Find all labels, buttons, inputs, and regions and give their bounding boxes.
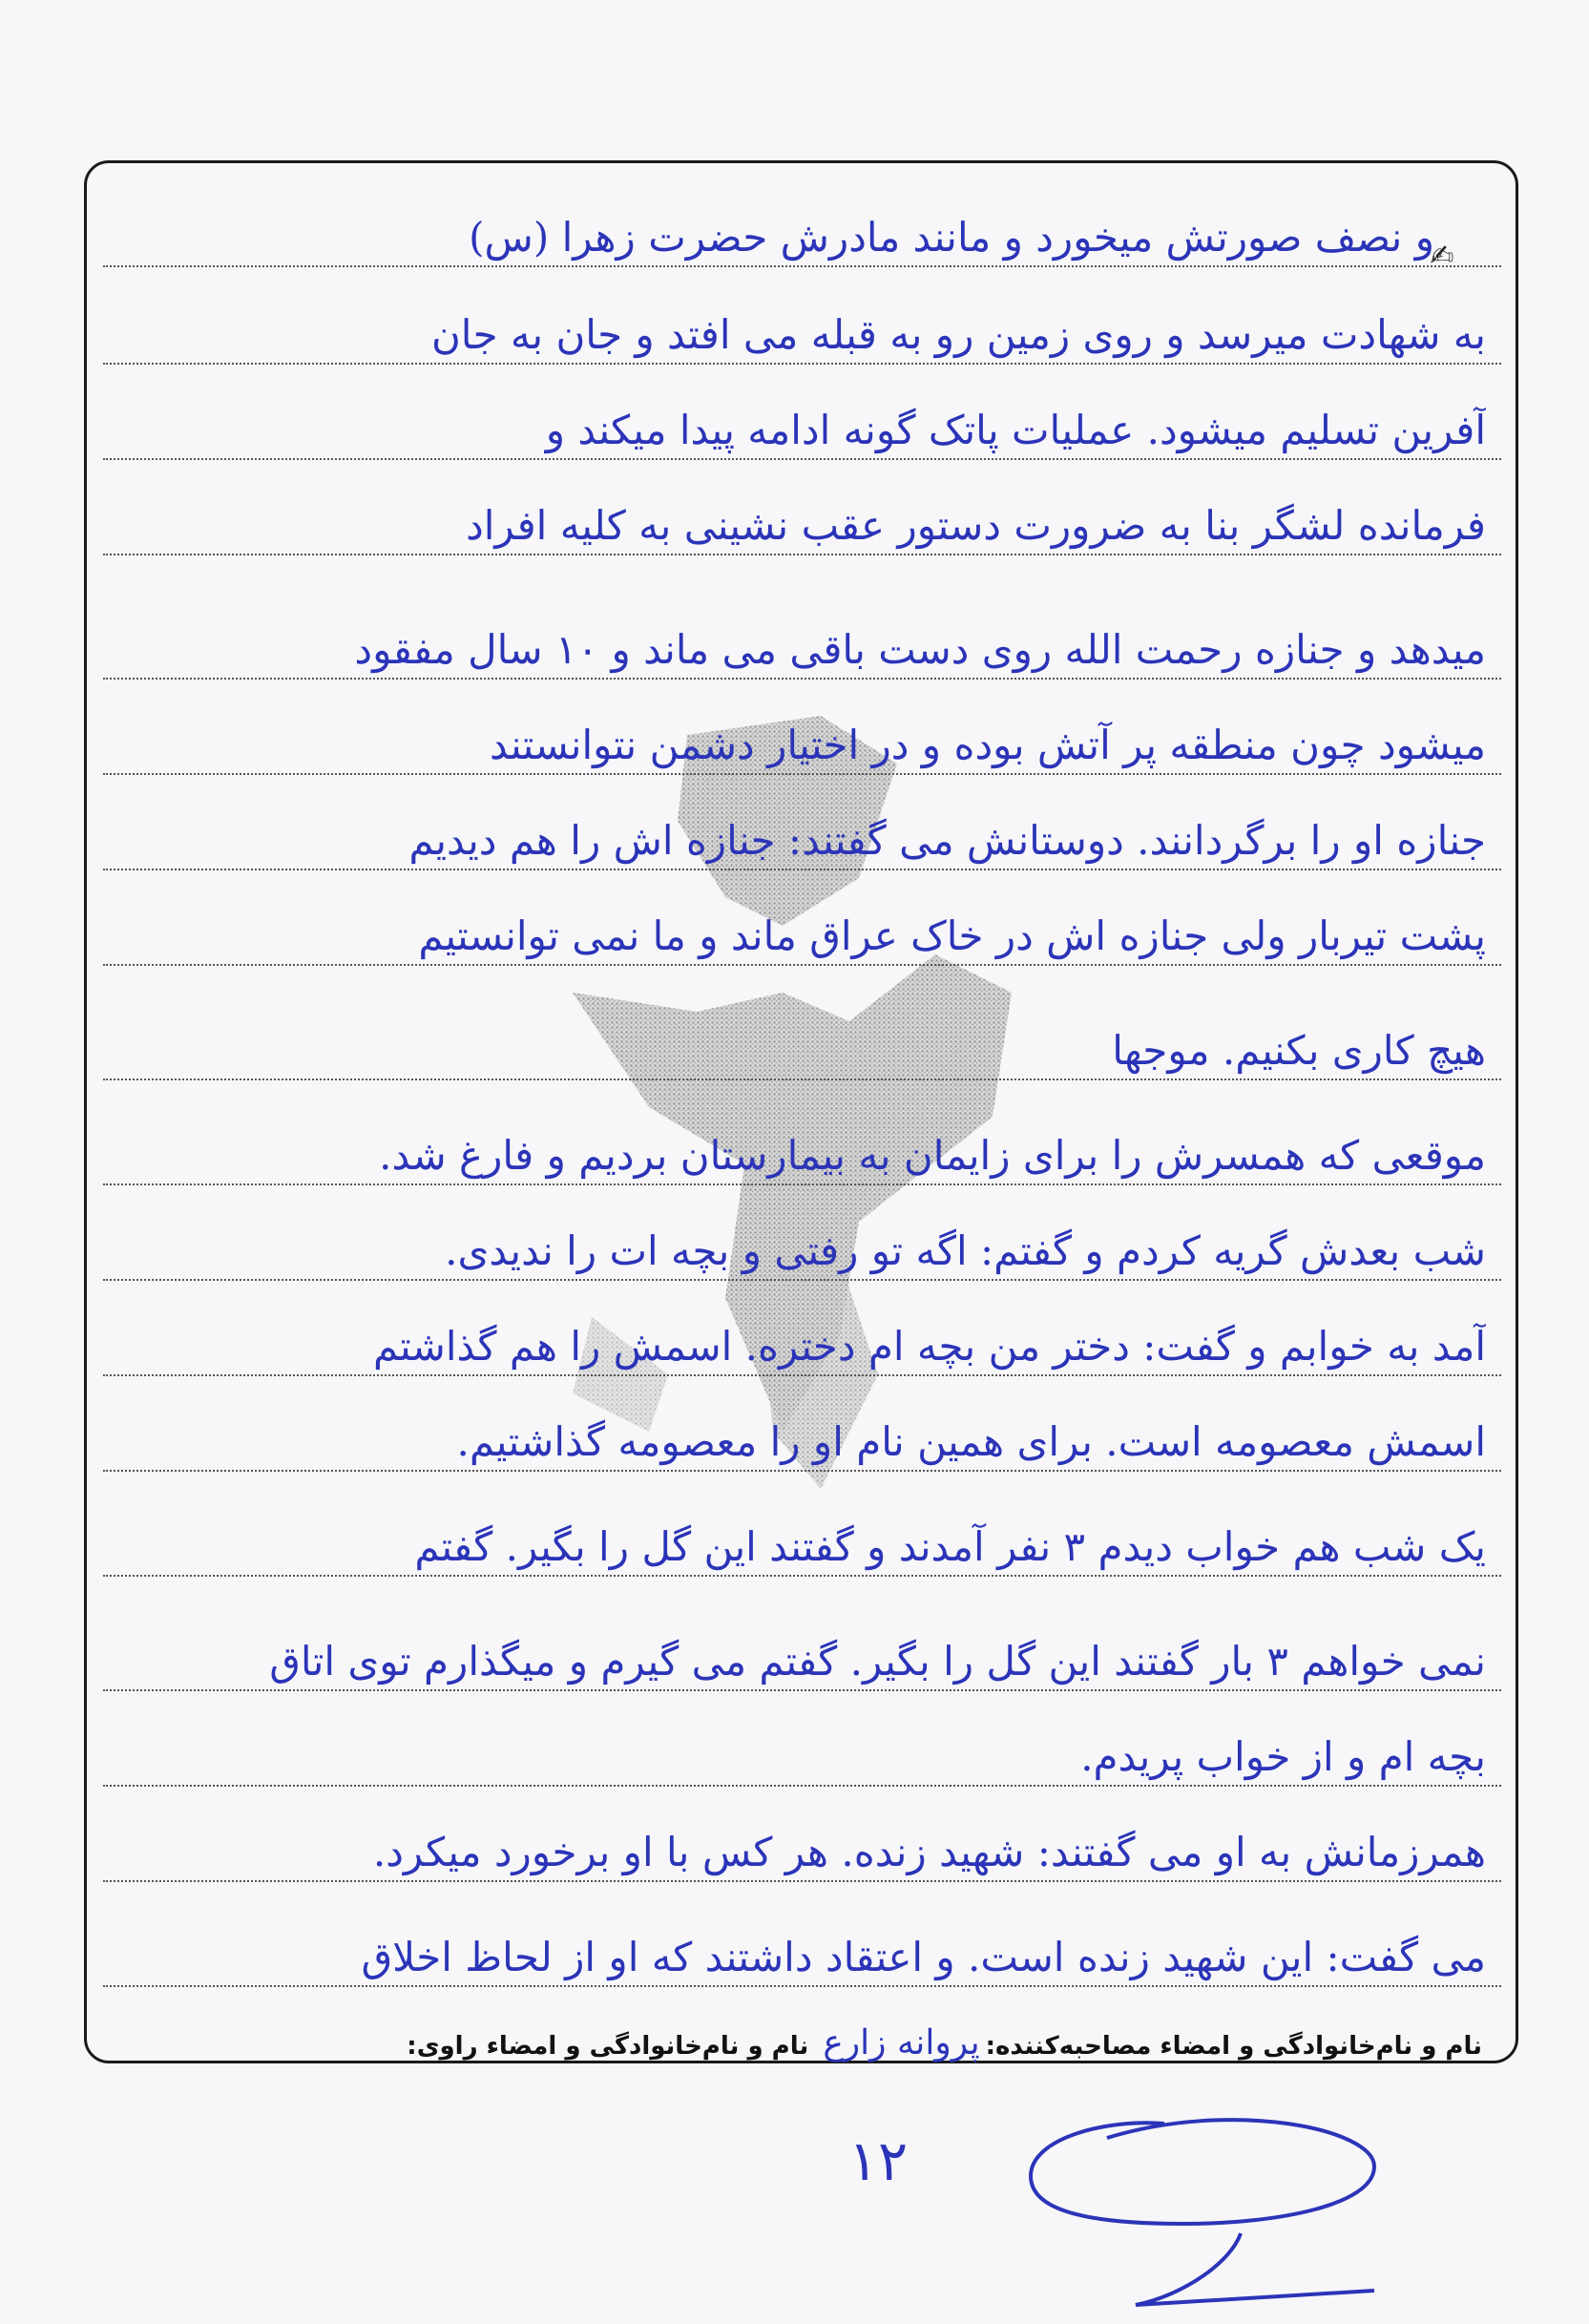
text-line-content: موقعی که همسرش را برای زایمان به بیمارستان بردیم و فارغ شد. [379, 1132, 1486, 1179]
text-line [103, 687, 1501, 775]
text-line [103, 1603, 1501, 1691]
text-line [103, 993, 1501, 1080]
text-line-content: همرزمانش به او می گفتند: شهید زنده. هر کس با او برخورد میکرد. [372, 1829, 1486, 1875]
text-line-content: می گفت: این شهید زنده است. و اعتقاد داشتند که او از لحاظ اخلاق [361, 1934, 1486, 1980]
text-line [103, 1288, 1501, 1376]
text-line [103, 1794, 1501, 1882]
text-line [103, 1699, 1501, 1787]
text-line [103, 189, 1501, 267]
signature-footer [115, 2023, 1482, 2062]
text-line [103, 1899, 1501, 1987]
text-line-content: میشود چون منطقه پر آتش بوده و در اختیار دشمن نتوانستند [489, 722, 1486, 768]
text-line-content: نمی خواهم ۳ بار گفتند این گل را بگیر. گفتم می گیرم و میگذارم توی اتاق [269, 1638, 1486, 1685]
text-line-content: جنازه او را برگردانند. دوستانش می گفتند: جنازه اش را هم دیدیم [408, 817, 1486, 864]
page-number: ۱۲ [847, 2128, 909, 2193]
interviewer-label: نام و نام‌خانوادگی و امضاء مصاحبه‌کننده: [985, 2032, 1482, 2061]
text-line [103, 468, 1501, 555]
text-line-content: بچه ام و از خواب پریدم. [1080, 1733, 1486, 1780]
pen-writing-icon: ✍ [1430, 240, 1454, 273]
text-line [103, 277, 1501, 365]
text-line [103, 783, 1501, 870]
text-line-content: میدهد و جنازه رحمت الله روی دست باقی می ماند و ۱۰ سال مفقود [354, 626, 1486, 673]
text-line-content: شب بعدش گریه کردم و گفتم: اگه تو رفتی و بچه ات را ندیدی. [445, 1227, 1486, 1274]
text-line [103, 1489, 1501, 1577]
text-line-content: آمد به خوابم و گفت: دختر من بچه ام دختره. اسمش را هم گذاشتم [373, 1323, 1486, 1370]
text-line [103, 1193, 1501, 1281]
text-line-content: به شهادت میرسد و روی زمین رو به قبله می افتد و جان به جان [430, 311, 1486, 358]
text-line [103, 1384, 1501, 1472]
text-line-content: هیچ کاری بکنیم. موجها [1112, 1027, 1486, 1074]
text-line [103, 372, 1501, 460]
text-line-content: و نصف صورتش میخورد و مانند مادرش حضرت زهرا (س) [469, 214, 1434, 261]
text-line-content: فرمانده لشگر بنا به ضرورت دستور عقب نشینی به کلیه افراد [466, 502, 1486, 549]
narrator-label: نام و نام‌خانوادگی و امضاء راوی: [407, 2032, 809, 2061]
text-line [103, 1098, 1501, 1185]
handwritten-signature [993, 2100, 1393, 2319]
text-line-content: آفرین تسلیم میشود. عملیات پاتک گونه ادامه پیدا میکند و [545, 407, 1486, 453]
text-line-content: یک شب هم خواب دیدم ۳ نفر آمدند و گفتند این گل را بگیر. گفتم [414, 1523, 1486, 1570]
text-line-content: اسمش معصومه است. برای همین نام او را معصومه گذاشتیم. [456, 1418, 1486, 1465]
text-line-content: پشت تیربار ولی جنازه اش در خاک عراق ماند و ما نمی توانستیم [418, 912, 1486, 959]
text-line [103, 592, 1501, 680]
text-line [103, 878, 1501, 966]
interviewer-name: پروانه زارع [823, 2023, 980, 2062]
